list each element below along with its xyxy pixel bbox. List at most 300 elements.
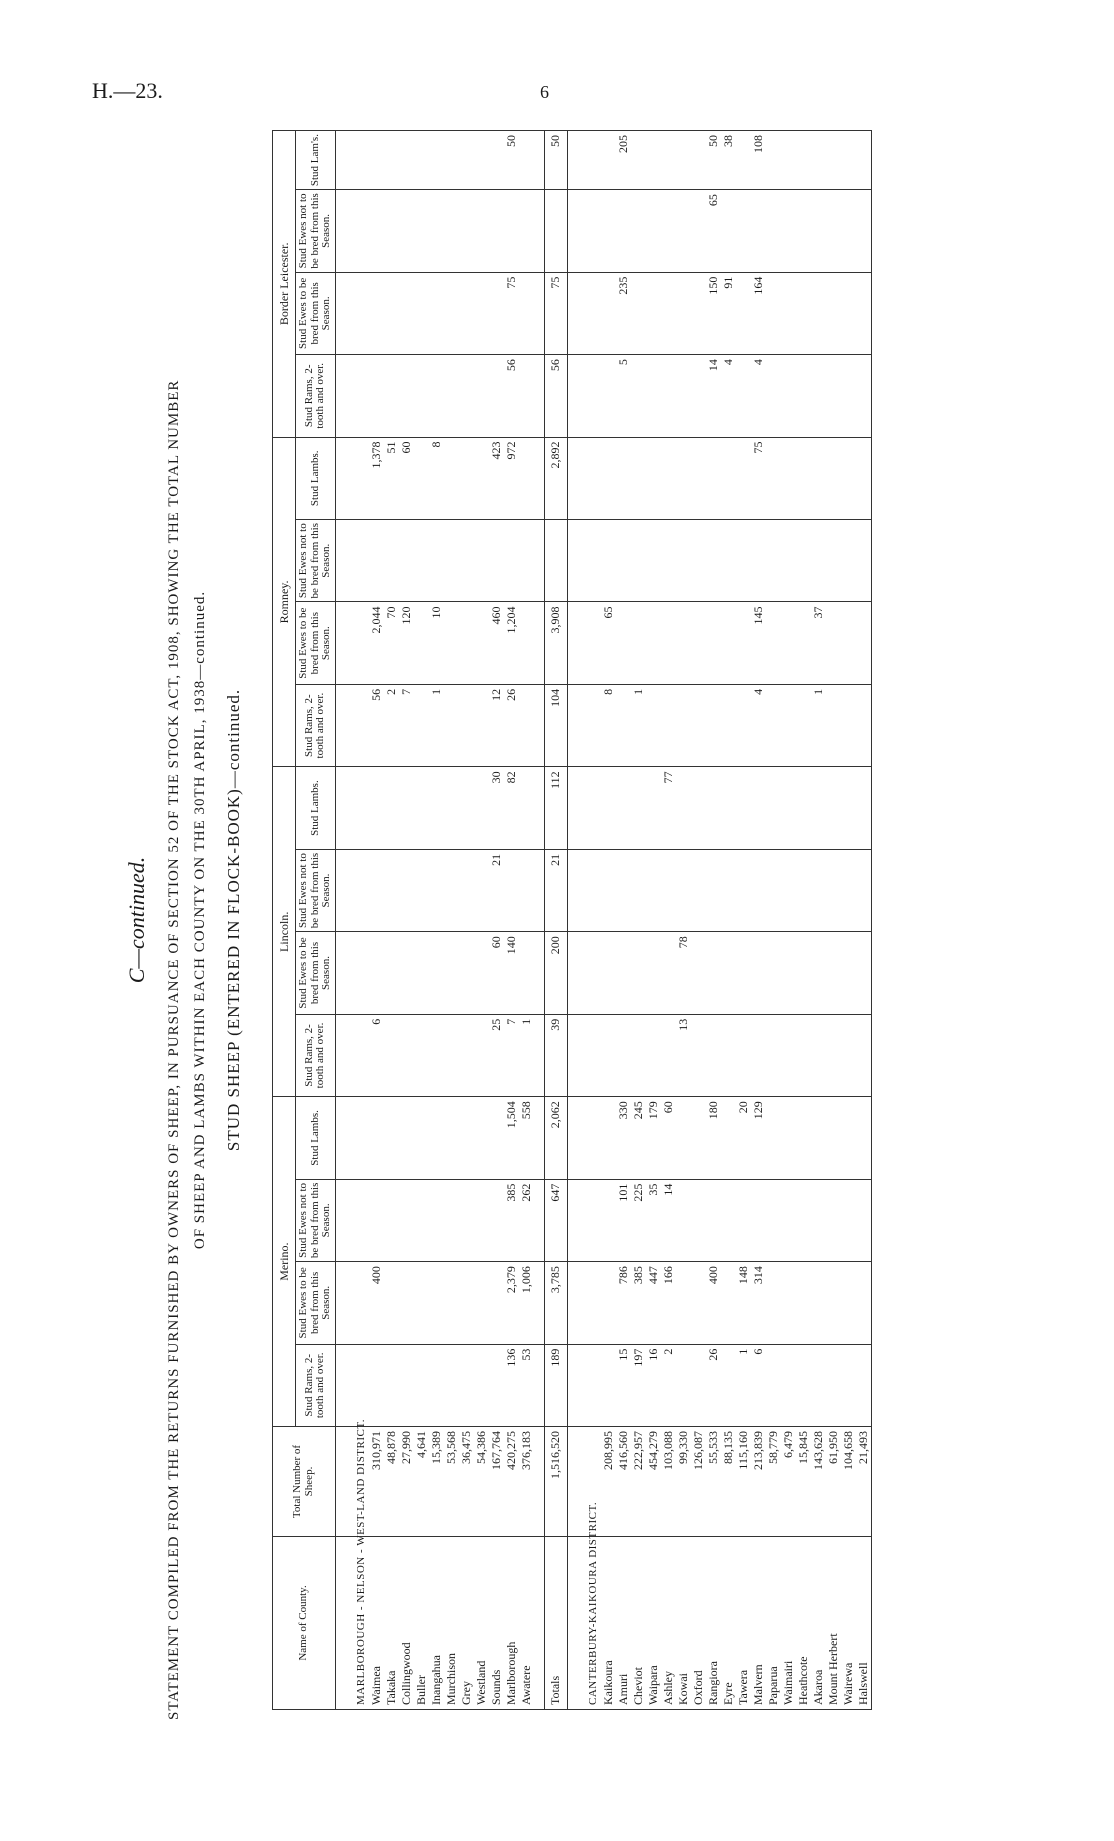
table-row bbox=[721, 131, 736, 1710]
stud-value-cell: 1 bbox=[631, 684, 646, 766]
empty-cell bbox=[578, 520, 601, 602]
empty-cell bbox=[346, 1262, 369, 1344]
county-name-cell: Cheviot bbox=[631, 1536, 646, 1709]
stud-value-cell bbox=[601, 767, 616, 849]
stud-value-cell bbox=[384, 1097, 399, 1179]
stud-value-cell bbox=[459, 272, 474, 354]
stud-value-cell bbox=[856, 1097, 872, 1179]
empty-cell bbox=[335, 1262, 346, 1344]
stud-value-cell bbox=[519, 602, 534, 684]
stud-value-cell: 60 bbox=[489, 932, 504, 1014]
stud-value-cell bbox=[676, 767, 691, 849]
stud-value-cell bbox=[691, 131, 706, 190]
stud-value-cell bbox=[691, 932, 706, 1014]
county-name-cell: Kaikoura bbox=[601, 1536, 616, 1709]
stud-value-cell bbox=[646, 684, 661, 766]
stud-value-cell bbox=[616, 602, 631, 684]
stud-value-cell bbox=[736, 602, 751, 684]
empty-cell bbox=[567, 1427, 578, 1537]
stud-value-cell bbox=[751, 190, 766, 272]
stud-value-cell bbox=[444, 602, 459, 684]
county-name-cell: Inangahua bbox=[429, 1536, 444, 1709]
stud-value-cell bbox=[519, 190, 534, 272]
spacer-row bbox=[335, 131, 346, 1710]
total-sheep-cell: 115,160 bbox=[736, 1427, 751, 1537]
empty-cell bbox=[534, 1344, 545, 1426]
stud-value-cell bbox=[399, 1262, 414, 1344]
stud-value-cell bbox=[841, 437, 856, 519]
stud-value-cell bbox=[811, 355, 826, 437]
stud-value-cell bbox=[429, 767, 444, 849]
stud-value-cell bbox=[444, 767, 459, 849]
stud-value-cell bbox=[766, 437, 781, 519]
stud-value-cell bbox=[459, 602, 474, 684]
stud-value-cell bbox=[474, 684, 489, 766]
stud-value-cell bbox=[616, 520, 631, 602]
stud-value-cell bbox=[369, 1097, 384, 1179]
stud-value-cell bbox=[601, 131, 616, 190]
stud-value-cell bbox=[676, 849, 691, 931]
stud-value-cell bbox=[781, 131, 796, 190]
stud-value-cell bbox=[676, 602, 691, 684]
stud-value-cell bbox=[691, 1014, 706, 1096]
table-row bbox=[384, 131, 399, 1710]
stud-value-cell bbox=[736, 272, 751, 354]
stud-value-cell: 91 bbox=[721, 272, 736, 354]
stud-value-cell bbox=[601, 272, 616, 354]
stud-value-cell: 8 bbox=[601, 684, 616, 766]
table-row bbox=[856, 131, 872, 1710]
stud-value-cell bbox=[766, 1097, 781, 1179]
stud-value-cell bbox=[856, 131, 872, 190]
stud-value-cell bbox=[429, 1344, 444, 1426]
statement-line-2: OF SHEEP AND LAMBS WITHIN EACH COUNTY ON THE 30TH APRIL, 1938—continued. bbox=[192, 590, 208, 1250]
stud-value-cell bbox=[661, 190, 676, 272]
stud-value-cell bbox=[384, 355, 399, 437]
stud-value-cell bbox=[841, 1262, 856, 1344]
page-number: 6 bbox=[540, 82, 549, 102]
stud-value-cell bbox=[826, 437, 841, 519]
district-row bbox=[578, 131, 601, 1710]
stud-value-cell bbox=[676, 1097, 691, 1179]
stud-value-cell bbox=[429, 131, 444, 190]
stud-value-cell bbox=[721, 1097, 736, 1179]
stud-value-cell: 15 bbox=[616, 1344, 631, 1426]
stud-value-cell bbox=[369, 131, 384, 190]
total-sheep-cell: 208,995 bbox=[601, 1427, 616, 1537]
stud-value-cell bbox=[781, 520, 796, 602]
stud-value-cell bbox=[399, 272, 414, 354]
stud-value-cell: 56 bbox=[504, 355, 519, 437]
stud-value-cell: 6 bbox=[369, 1014, 384, 1096]
stud-value-cell bbox=[474, 767, 489, 849]
total-sheep-cell: 58,779 bbox=[766, 1427, 781, 1537]
empty-cell bbox=[335, 684, 346, 766]
empty-cell bbox=[335, 131, 346, 190]
total-sheep-cell: 454,279 bbox=[646, 1427, 661, 1537]
stud-value-cell: 38 bbox=[721, 131, 736, 190]
empty-cell bbox=[578, 1262, 601, 1344]
district-name: MARLBOROUGH - NELSON - WEST-LAND DISTRICT. bbox=[346, 1536, 369, 1709]
stud-value-cell bbox=[766, 767, 781, 849]
stud-value-cell: 5 bbox=[616, 355, 631, 437]
table-row bbox=[399, 131, 414, 1710]
stud-value-cell bbox=[751, 767, 766, 849]
stud-value-cell bbox=[691, 272, 706, 354]
total-sheep-cell: 376,183 bbox=[519, 1427, 534, 1537]
stud-value-cell: 385 bbox=[504, 1179, 519, 1261]
table-row bbox=[826, 131, 841, 1710]
stud-value-cell: 50 bbox=[544, 131, 567, 190]
stud-value-cell bbox=[841, 1097, 856, 1179]
stud-value-cell: 197 bbox=[631, 1344, 646, 1426]
stud-value-cell bbox=[459, 520, 474, 602]
empty-cell bbox=[346, 131, 369, 190]
stud-value-cell bbox=[601, 1179, 616, 1261]
stud-value-cell bbox=[736, 849, 751, 931]
county-name-cell: Malvern bbox=[751, 1536, 766, 1709]
stud-value-cell bbox=[856, 1262, 872, 1344]
stud-value-cell: 2,044 bbox=[369, 602, 384, 684]
stud-value-cell bbox=[661, 849, 676, 931]
county-name-cell: Ashley bbox=[661, 1536, 676, 1709]
total-sheep-cell: 126,087 bbox=[691, 1427, 706, 1537]
stud-value-cell bbox=[811, 1179, 826, 1261]
stud-value-cell bbox=[414, 190, 429, 272]
empty-cell bbox=[346, 1097, 369, 1179]
stud-value-cell bbox=[736, 355, 751, 437]
lincoln-header: Lincoln. bbox=[273, 767, 296, 1097]
stud-value-cell bbox=[751, 1014, 766, 1096]
stud-value-cell: 1,204 bbox=[504, 602, 519, 684]
stud-value-cell bbox=[721, 437, 736, 519]
empty-cell bbox=[534, 355, 545, 437]
table-row bbox=[631, 131, 646, 1710]
table-row bbox=[676, 131, 691, 1710]
empty-cell bbox=[567, 1344, 578, 1426]
stud-value-cell bbox=[796, 1344, 811, 1426]
table-row bbox=[736, 131, 751, 1710]
stud-value-cell: 2,379 bbox=[504, 1262, 519, 1344]
stud-value-cell bbox=[781, 437, 796, 519]
stud-value-cell bbox=[616, 190, 631, 272]
empty-cell bbox=[346, 1179, 369, 1261]
stud-value-cell bbox=[384, 131, 399, 190]
stud-value-cell bbox=[369, 849, 384, 931]
stud-value-cell bbox=[429, 1262, 444, 1344]
stud-value-cell bbox=[399, 131, 414, 190]
stud-value-cell bbox=[429, 1097, 444, 1179]
county-name-cell: Waipara bbox=[646, 1536, 661, 1709]
stud-value-cell bbox=[841, 602, 856, 684]
table-row bbox=[841, 131, 856, 1710]
stud-value-cell bbox=[444, 684, 459, 766]
stud-value-cell: 460 bbox=[489, 602, 504, 684]
stud-value-cell bbox=[811, 932, 826, 1014]
stud-value-cell bbox=[721, 767, 736, 849]
stud-value-cell bbox=[646, 1014, 661, 1096]
table-row bbox=[766, 131, 781, 1710]
stud-value-cell bbox=[856, 932, 872, 1014]
stud-value-cell: 166 bbox=[661, 1262, 676, 1344]
stud-value-cell bbox=[721, 684, 736, 766]
stud-value-cell: 56 bbox=[544, 355, 567, 437]
stud-value-cell bbox=[736, 520, 751, 602]
total-sheep-cell: 104,658 bbox=[841, 1427, 856, 1537]
stud-value-cell bbox=[781, 1097, 796, 1179]
sub-lambs-header: Stud Lambs. bbox=[296, 437, 336, 519]
stud-value-cell bbox=[856, 684, 872, 766]
stud-value-cell bbox=[369, 767, 384, 849]
stud-value-cell bbox=[826, 684, 841, 766]
empty-cell bbox=[534, 684, 545, 766]
stud-value-cell bbox=[601, 932, 616, 1014]
county-name-cell: Waimairi bbox=[781, 1536, 796, 1709]
stud-value-cell bbox=[519, 520, 534, 602]
table-row bbox=[369, 131, 384, 1710]
stud-value-cell bbox=[781, 1014, 796, 1096]
stud-value-cell bbox=[766, 1014, 781, 1096]
stud-value-cell: 1,378 bbox=[369, 437, 384, 519]
empty-cell bbox=[534, 520, 545, 602]
total-sheep-cell: 36,475 bbox=[459, 1427, 474, 1537]
stud-value-cell bbox=[751, 1179, 766, 1261]
table-row bbox=[646, 131, 661, 1710]
stud-value-cell bbox=[384, 1262, 399, 1344]
stud-value-cell: 1 bbox=[519, 1014, 534, 1096]
stud-value-cell bbox=[811, 1097, 826, 1179]
stud-value-cell bbox=[429, 520, 444, 602]
county-name-cell: Tawera bbox=[736, 1536, 751, 1709]
empty-cell bbox=[567, 272, 578, 354]
stud-value-cell bbox=[414, 131, 429, 190]
stud-value-cell bbox=[736, 1179, 751, 1261]
stud-value-cell bbox=[766, 1344, 781, 1426]
total-sheep-cell: 15,389 bbox=[429, 1427, 444, 1537]
stud-value-cell bbox=[601, 190, 616, 272]
stud-value-cell bbox=[691, 190, 706, 272]
empty-cell bbox=[534, 932, 545, 1014]
stud-value-cell bbox=[826, 272, 841, 354]
stud-value-cell bbox=[826, 602, 841, 684]
stud-value-cell bbox=[474, 602, 489, 684]
stud-value-cell bbox=[459, 437, 474, 519]
empty-cell bbox=[578, 684, 601, 766]
empty-cell bbox=[578, 437, 601, 519]
county-name-cell: Wairewa bbox=[841, 1536, 856, 1709]
stud-value-cell bbox=[459, 355, 474, 437]
stud-value-cell bbox=[369, 520, 384, 602]
stud-value-cell bbox=[856, 190, 872, 272]
stud-value-cell: 385 bbox=[631, 1262, 646, 1344]
stud-value-cell bbox=[856, 355, 872, 437]
table-row bbox=[616, 131, 631, 1710]
stud-value-cell: 2,892 bbox=[544, 437, 567, 519]
stud-value-cell bbox=[796, 1014, 811, 1096]
table-row bbox=[429, 131, 444, 1710]
stud-value-cell bbox=[676, 520, 691, 602]
stud-value-cell bbox=[631, 767, 646, 849]
stud-value-cell bbox=[691, 437, 706, 519]
stud-value-cell bbox=[661, 684, 676, 766]
stud-value-cell bbox=[459, 684, 474, 766]
stud-value-cell bbox=[429, 190, 444, 272]
stud-value-cell bbox=[414, 849, 429, 931]
stud-value-cell: 60 bbox=[661, 1097, 676, 1179]
total-sheep-cell: 143,628 bbox=[811, 1427, 826, 1537]
empty-cell bbox=[567, 1536, 578, 1709]
stud-value-cell bbox=[811, 272, 826, 354]
stud-value-cell bbox=[601, 355, 616, 437]
empty-cell bbox=[534, 849, 545, 931]
stud-value-cell bbox=[414, 1262, 429, 1344]
county-name-cell: Buller bbox=[414, 1536, 429, 1709]
stud-value-cell bbox=[399, 849, 414, 931]
total-sheep-cell: 213,839 bbox=[751, 1427, 766, 1537]
stud-value-cell: 112 bbox=[544, 767, 567, 849]
table-row bbox=[811, 131, 826, 1710]
empty-cell bbox=[578, 849, 601, 931]
stud-value-cell bbox=[519, 767, 534, 849]
stud-value-cell: 65 bbox=[706, 190, 721, 272]
empty-cell bbox=[335, 520, 346, 602]
table-row bbox=[751, 131, 766, 1710]
stud-value-cell bbox=[399, 190, 414, 272]
empty-cell bbox=[578, 1097, 601, 1179]
stud-value-cell bbox=[399, 1344, 414, 1426]
stud-value-cell bbox=[676, 684, 691, 766]
empty-cell bbox=[534, 437, 545, 519]
empty-cell bbox=[335, 849, 346, 931]
stud-value-cell bbox=[646, 190, 661, 272]
stud-value-cell bbox=[616, 1014, 631, 1096]
stud-value-cell: 21 bbox=[544, 849, 567, 931]
stud-value-cell bbox=[676, 1179, 691, 1261]
stud-value-cell bbox=[856, 1179, 872, 1261]
stud-value-cell bbox=[429, 355, 444, 437]
stud-value-cell bbox=[826, 1344, 841, 1426]
stud-value-cell: 164 bbox=[751, 272, 766, 354]
total-sheep-cell: 310,971 bbox=[369, 1427, 384, 1537]
stud-value-cell: 56 bbox=[369, 684, 384, 766]
table-row bbox=[504, 131, 519, 1710]
empty-cell bbox=[567, 1262, 578, 1344]
stud-value-cell bbox=[736, 932, 751, 1014]
stud-value-cell: 8 bbox=[429, 437, 444, 519]
stud-value-cell bbox=[721, 1262, 736, 1344]
stud-value-cell bbox=[721, 1344, 736, 1426]
stud-value-cell bbox=[826, 1262, 841, 1344]
stud-value-cell bbox=[489, 520, 504, 602]
stud-value-cell bbox=[721, 520, 736, 602]
stud-value-cell bbox=[721, 602, 736, 684]
stud-value-cell bbox=[489, 1097, 504, 1179]
stud-value-cell: 12 bbox=[489, 684, 504, 766]
total-sheep-cell: 4,641 bbox=[414, 1427, 429, 1537]
empty-cell bbox=[567, 849, 578, 931]
sub-rams-header: Stud Rams, 2-tooth and over. bbox=[296, 355, 336, 437]
empty-cell bbox=[567, 684, 578, 766]
stud-value-cell bbox=[766, 190, 781, 272]
stud-value-cell: 140 bbox=[504, 932, 519, 1014]
stud-value-cell: 120 bbox=[399, 602, 414, 684]
stud-value-cell bbox=[429, 1179, 444, 1261]
sub-lambs-header: Stud Lam's. bbox=[296, 131, 336, 190]
empty-cell bbox=[567, 767, 578, 849]
county-name-cell: Awatere bbox=[519, 1536, 534, 1709]
stud-value-cell bbox=[841, 849, 856, 931]
stud-value-cell: 4 bbox=[721, 355, 736, 437]
stud-value-cell bbox=[384, 932, 399, 1014]
stud-value-cell bbox=[474, 355, 489, 437]
sub-ewes-bred-header: Stud Ewes to be bred from this Season. bbox=[296, 932, 336, 1014]
empty-cell bbox=[335, 1344, 346, 1426]
stud-value-cell: 1,006 bbox=[519, 1262, 534, 1344]
empty-cell bbox=[346, 190, 369, 272]
stud-value-cell: 108 bbox=[751, 131, 766, 190]
sub-ewes-bred-header: Stud Ewes to be bred from this Season. bbox=[296, 1262, 336, 1344]
total-sheep-cell: 27,990 bbox=[399, 1427, 414, 1537]
stud-value-cell bbox=[841, 1014, 856, 1096]
stud-value-cell bbox=[676, 272, 691, 354]
border-leicester-header: Border Leicester. bbox=[273, 131, 296, 438]
stud-value-cell bbox=[676, 131, 691, 190]
stud-value-cell bbox=[544, 190, 567, 272]
empty-cell bbox=[346, 767, 369, 849]
stud-value-cell: 225 bbox=[631, 1179, 646, 1261]
stud-value-cell: 51 bbox=[384, 437, 399, 519]
stud-value-cell bbox=[489, 1344, 504, 1426]
stud-value-cell: 75 bbox=[504, 272, 519, 354]
stud-value-cell bbox=[826, 849, 841, 931]
stud-value-cell bbox=[796, 849, 811, 931]
county-header: Name of County. bbox=[273, 1536, 336, 1709]
stud-value-cell bbox=[826, 1014, 841, 1096]
stud-value-cell bbox=[459, 767, 474, 849]
empty-cell bbox=[335, 602, 346, 684]
stud-value-cell bbox=[751, 520, 766, 602]
empty-cell bbox=[346, 1014, 369, 1096]
stud-value-cell bbox=[631, 932, 646, 1014]
total-sheep-cell: 99,330 bbox=[676, 1427, 691, 1537]
stud-value-cell: 16 bbox=[646, 1344, 661, 1426]
stud-value-cell bbox=[489, 355, 504, 437]
table-row bbox=[661, 131, 676, 1710]
stud-value-cell bbox=[414, 1179, 429, 1261]
stud-value-cell bbox=[414, 1014, 429, 1096]
stud-value-cell bbox=[661, 602, 676, 684]
empty-cell bbox=[567, 1179, 578, 1261]
county-name-cell: Kowai bbox=[676, 1536, 691, 1709]
stud-value-cell bbox=[601, 1262, 616, 1344]
stud-value-cell bbox=[631, 849, 646, 931]
stud-value-cell bbox=[414, 1097, 429, 1179]
stud-value-cell bbox=[444, 190, 459, 272]
stud-value-cell bbox=[796, 602, 811, 684]
empty-cell bbox=[567, 520, 578, 602]
stud-value-cell bbox=[781, 1262, 796, 1344]
empty-cell bbox=[335, 190, 346, 272]
total-sheep-cell: 222,957 bbox=[631, 1427, 646, 1537]
stud-value-cell bbox=[706, 684, 721, 766]
stud-value-cell: 7 bbox=[504, 1014, 519, 1096]
stud-value-cell: 200 bbox=[544, 932, 567, 1014]
stud-value-cell: 400 bbox=[706, 1262, 721, 1344]
stud-value-cell bbox=[646, 767, 661, 849]
stud-value-cell bbox=[616, 684, 631, 766]
stud-value-cell bbox=[444, 1097, 459, 1179]
stud-value-cell bbox=[841, 190, 856, 272]
